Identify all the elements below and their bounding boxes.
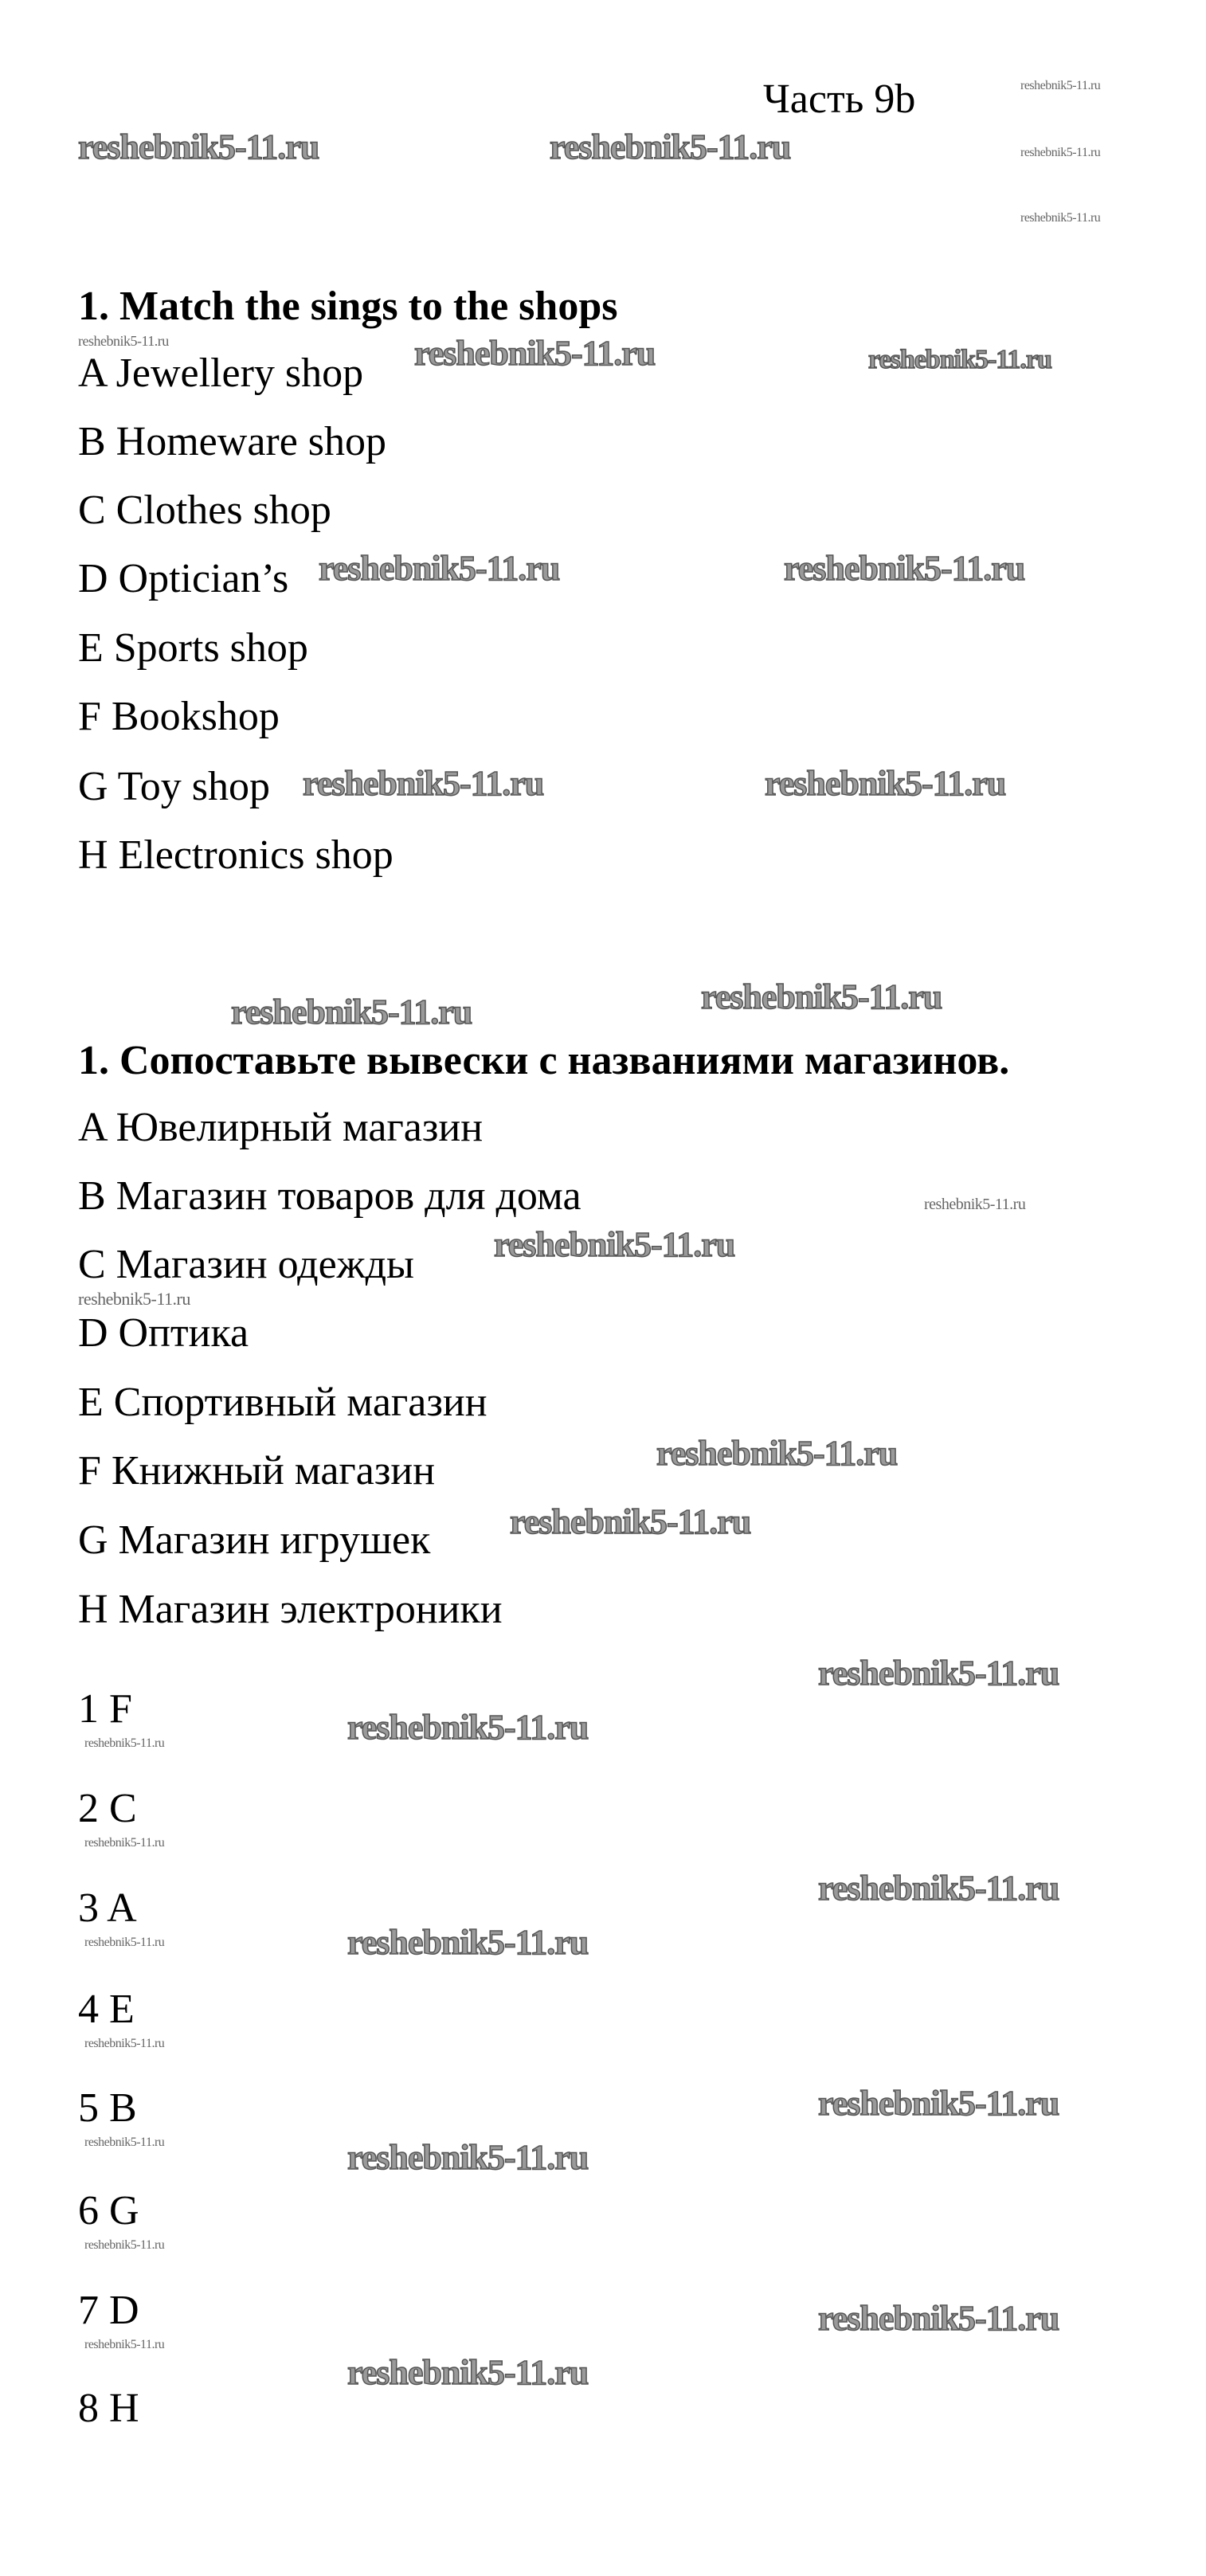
list-item: F Книжный магазин [78, 1448, 436, 1494]
watermark: reshebnik5-11.ru [319, 549, 560, 588]
watermark: reshebnik5-11.ru [78, 333, 169, 349]
watermark: reshebnik5-11.ru [78, 1289, 190, 1309]
watermark: reshebnik5-11.ru [84, 2238, 165, 2252]
answer: 7 D [78, 2288, 139, 2333]
watermark: reshebnik5-11.ru [784, 549, 1025, 588]
list-item: D Optician’s [78, 556, 289, 601]
watermark: reshebnik5-11.ru [78, 127, 319, 166]
watermark: reshebnik5-11.ru [347, 1923, 589, 1962]
watermark: reshebnik5-11.ru [924, 1196, 1026, 1213]
watermark: reshebnik5-11.ru [84, 1736, 165, 1750]
english-heading: 1. Match the sings to the shops [78, 284, 618, 329]
list-item: C Clothes shop [78, 487, 331, 533]
list-item: G Toy shop [78, 764, 270, 809]
list-item: B Магазин товаров для дома [78, 1173, 581, 1219]
watermark: reshebnik5-11.ru [550, 127, 791, 166]
watermark: reshebnik5-11.ru [347, 2138, 589, 2177]
page-title: Часть 9b [763, 76, 916, 122]
answer: 4 E [78, 1987, 135, 2032]
watermark: reshebnik5-11.ru [84, 1936, 165, 1949]
list-item: D Оптика [78, 1310, 249, 1356]
answer: 2 C [78, 1786, 137, 1831]
watermark: reshebnik5-11.ru [818, 2084, 1059, 2123]
list-item: F Bookshop [78, 694, 280, 739]
watermark: reshebnik5-11.ru [414, 334, 656, 373]
watermark: reshebnik5-11.ru [84, 2136, 165, 2149]
watermark: reshebnik5-11.ru [303, 764, 544, 803]
list-item: H Electronics shop [78, 832, 394, 878]
watermark: reshebnik5-11.ru [231, 992, 472, 1032]
russian-heading: 1. Сопоставьте вывески с названиями магазинов. [78, 1038, 1010, 1083]
watermark: reshebnik5-11.ru [1020, 211, 1101, 225]
watermark: reshebnik5-11.ru [347, 2353, 589, 2392]
answer: 3 A [78, 1885, 137, 1931]
list-item: A Jewellery shop [78, 350, 364, 396]
list-item: H Магазин электроники [78, 1587, 503, 1632]
list-item: A Ювелирный магазин [78, 1105, 484, 1150]
watermark: reshebnik5-11.ru [84, 2338, 165, 2351]
watermark: reshebnik5-11.ru [656, 1434, 898, 1473]
watermark: reshebnik5-11.ru [868, 345, 1051, 374]
list-item: B Homeware shop [78, 419, 387, 464]
watermark: reshebnik5-11.ru [1020, 146, 1101, 159]
watermark: reshebnik5-11.ru [818, 1654, 1059, 1693]
answer: 5 B [78, 2085, 137, 2131]
watermark: reshebnik5-11.ru [818, 2299, 1059, 2338]
list-item: E Sports shop [78, 625, 308, 671]
list-item: E Спортивный магазин [78, 1380, 487, 1425]
list-item: G Магазин игрушек [78, 1517, 431, 1563]
watermark: reshebnik5-11.ru [510, 1502, 751, 1541]
watermark: reshebnik5-11.ru [1020, 79, 1101, 92]
watermark: reshebnik5-11.ru [494, 1225, 735, 1264]
answer: 1 F [78, 1686, 132, 1732]
watermark: reshebnik5-11.ru [701, 977, 942, 1016]
watermark: reshebnik5-11.ru [347, 1708, 589, 1747]
watermark: reshebnik5-11.ru [84, 2037, 165, 2050]
watermark: reshebnik5-11.ru [818, 1869, 1059, 1908]
watermark: reshebnik5-11.ru [765, 764, 1006, 803]
answer: 6 G [78, 2188, 139, 2233]
answer: 8 H [78, 2386, 139, 2431]
watermark: reshebnik5-11.ru [84, 1836, 165, 1850]
list-item: C Магазин одежды [78, 1242, 414, 1287]
